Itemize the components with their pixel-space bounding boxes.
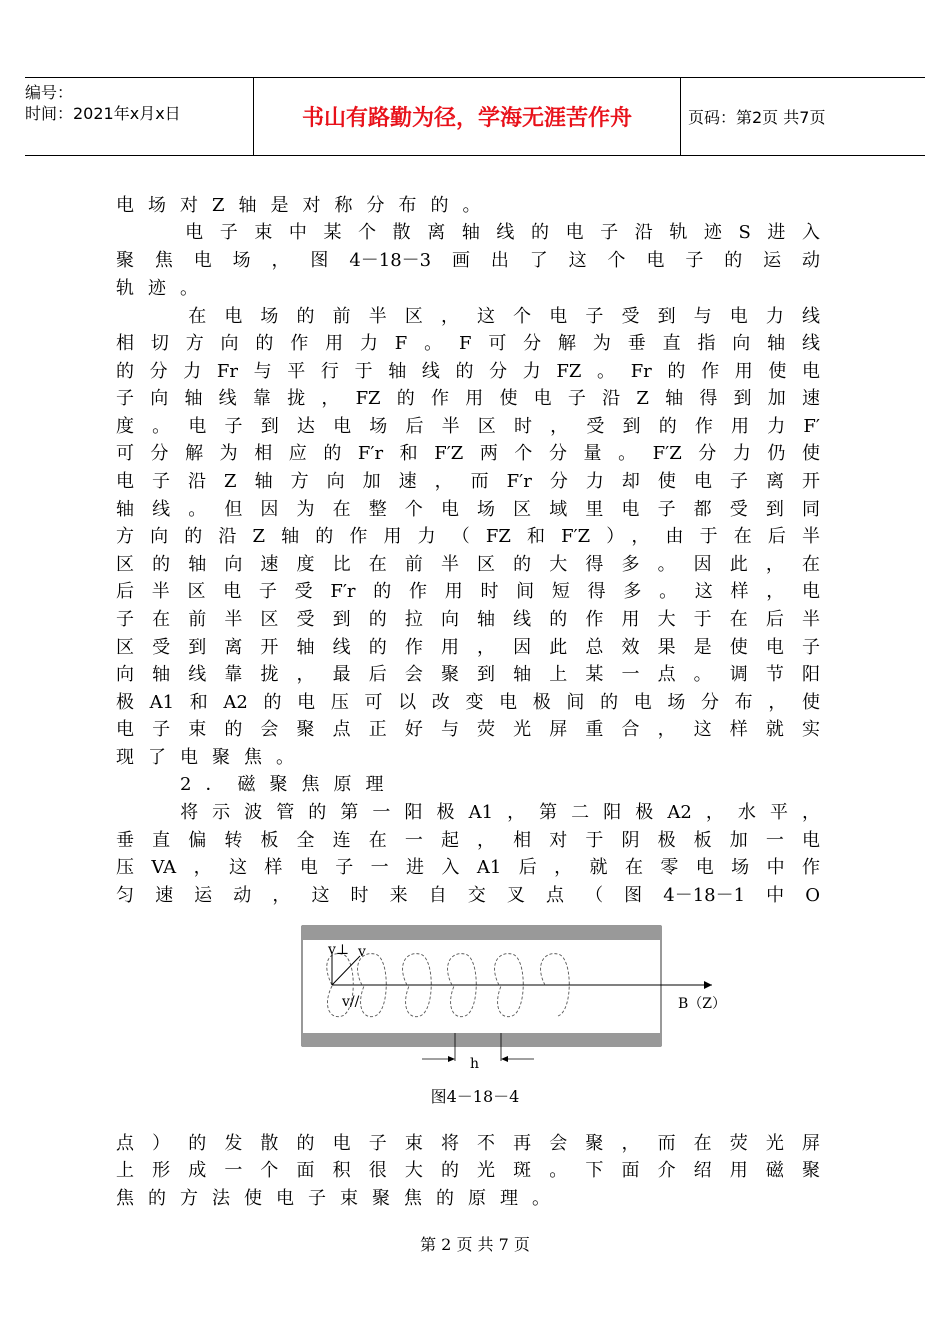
text-line: 后半区电子受F′r的作用时间短得多。这样，电	[116, 581, 820, 602]
text-line: 聚焦电场，图4－18－3画出了这个电子的运动	[116, 250, 820, 271]
text-line: 点）的发散的电子束将不再会聚，而在荧光屏	[116, 1133, 820, 1154]
axis-arrow	[704, 981, 712, 989]
text-line: 子向轴线靠拢，FZ的作用使电子沿Z轴得到加速	[116, 388, 820, 409]
text-line: 向轴线靠拢，最后会聚到轴上某一点。调节阳	[116, 664, 820, 685]
text-line: 度。电子到达电场后半区时，受到的作用力F′	[116, 416, 820, 437]
text-line: 上形成一个面积很大的光斑。下面介绍用磁聚	[116, 1160, 820, 1181]
magnetic-focus-figure	[302, 926, 727, 1076]
text-line: 垂直偏转板全连在一起，相对于阴极板加一电	[116, 830, 820, 851]
label-h: h	[470, 1056, 480, 1072]
bottom-plate	[302, 1033, 661, 1047]
page-header	[25, 77, 925, 156]
figure-caption: 图4－18－4	[430, 1087, 520, 1106]
text-line: 焦的方法使电子束聚焦的原理。	[116, 1188, 564, 1209]
label-v: v	[358, 944, 366, 960]
text-line: 在电场的前半区，这个电子受到与电力线	[116, 306, 820, 327]
number-label: 编号：	[25, 83, 74, 102]
text-line: 轴线。但因为在整个电场区域里电子都受到同	[116, 499, 820, 520]
text-line: 电子束的会聚点正好与荧光屏重合，这样就实	[116, 719, 820, 740]
text-line: 将示波管的第一阳极A1，第二阳极A2，水平，	[116, 802, 820, 823]
top-plate	[302, 926, 661, 940]
text-line: 区的轴向速度比在前半区的大得多。因此，在	[116, 554, 820, 575]
h-arrowhead-left	[448, 1056, 455, 1062]
text-line: 压VA，这样电子一进入A1后，就在零电场中作	[116, 857, 820, 878]
text-line: 电子沿Z轴方向加速，而F′r分力却使电子离开	[116, 471, 820, 492]
motto: 书山有路勤为径，学海无涯苦作舟	[253, 78, 681, 155]
time-label: 时间：2021年x月x日	[25, 104, 181, 123]
header-left	[25, 78, 253, 159]
page-footer: 第 2 页 共 7 页	[420, 1235, 530, 1254]
text-line: 极A1和A2的电压可以改变电极间的电场分布，使	[116, 692, 820, 713]
section-heading: 2．磁聚焦原理	[116, 774, 398, 795]
text-line: 相切方向的作用力F。F可分解为垂直指向轴线	[116, 333, 820, 354]
text-line: 可分解为相应的F′r和F′Z两个分量。F′Z分力仍使	[116, 443, 820, 464]
text-line: 区受到离开轴线的作用，因此总效果是使电子	[116, 637, 820, 658]
text-line: 的分力Fr与平行于轴线的分力FZ。Fr的作用使电	[116, 361, 820, 382]
text-line: 子在前半区受到的拉向轴线的作用大于在后半	[116, 609, 820, 630]
text-line: 电场对Z轴是对称分布的。	[116, 195, 495, 216]
text-line: 匀速运动，这时来自交叉点（图4－18－1中O	[116, 885, 820, 906]
text-line: 现了电聚焦。	[116, 747, 308, 768]
label-v-perp: v⊥	[328, 942, 350, 958]
page-info: 页码：第2页 共7页	[688, 108, 826, 127]
label-v-parallel: v//	[342, 994, 360, 1010]
text-line: 电子束中某个散离轴线的电子沿轨迹S进入	[116, 222, 820, 243]
label-b-z: B（Z）	[678, 996, 727, 1012]
tube-outline	[302, 926, 661, 1046]
text-line: 方向的沿Z轴的作用力（FZ和F′Z），由于在后半	[116, 526, 820, 547]
h-arrowhead-right	[501, 1056, 508, 1062]
text-line: 轨迹。	[116, 278, 212, 299]
